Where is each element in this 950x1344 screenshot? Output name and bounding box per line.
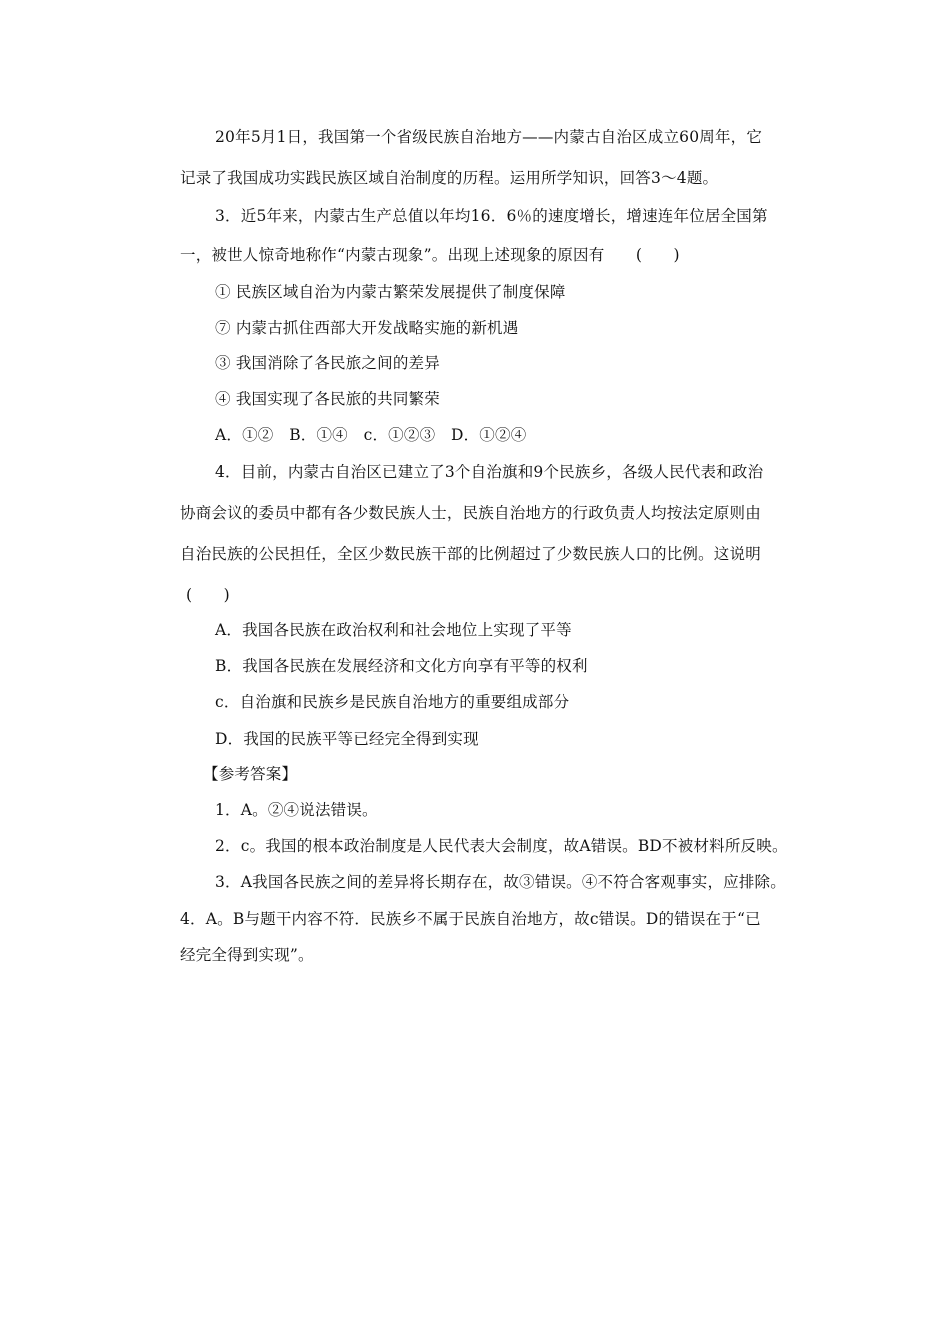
question-3-item-3: ③ 我国消除了各民旅之间的差异: [215, 354, 440, 372]
intro-line-1: 20年5月1日，我国第一个省级民族自治地方——内蒙古自治区成立60周年，它: [215, 128, 763, 146]
answers-heading: 【参考答案】: [203, 765, 298, 783]
question-4-stem-line-4: ( ): [186, 586, 230, 604]
question-3-options: A．①② B．①④ c．①②③ D．①②④: [215, 426, 527, 444]
answer-4-line-1: 4．A。B与题干内容不符．民族乡不属于民族自治地方，故c错误。D的错误在于“已: [180, 910, 761, 928]
question-4-stem-line-1: 4．目前，内蒙古自治区已建立了3个自治旗和9个民族乡，各级人民代表和政治: [215, 463, 764, 481]
question-4-option-b: B．我国各民族在发展经济和文化方向享有平等的权利: [215, 657, 588, 675]
question-3-stem-line-1: 3．近5年来，内蒙古生产总值以年均16．6％的速度增长，增速连年位居全国第: [215, 207, 768, 225]
question-4-option-a: A．我国各民族在政治权利和社会地位上实现了平等: [215, 621, 572, 639]
question-3-stem-line-2: 一，被世人惊奇地称作“内蒙古现象”。出现上述现象的原因有 ( ): [180, 246, 680, 264]
question-4-stem-line-2: 协商会议的委员中都有各少数民族人士，民族自治地方的行政负责人均按法定原则由: [180, 504, 761, 522]
question-3-item-2: ⑦ 内蒙古抓住西部大开发战略实施的新机遇: [215, 319, 519, 337]
answer-4-line-2: 经完全得到实现”。: [180, 946, 314, 964]
question-4-option-d: D．我国的民族平等已经完全得到实现: [215, 730, 479, 748]
intro-line-2: 记录了我国成功实践民族区域自治制度的历程。运用所学知识，回答3～4题。: [180, 169, 719, 187]
question-4-option-c: c．自治旗和民族乡是民族自治地方的重要组成部分: [215, 693, 570, 711]
answer-1: 1．A。②④说法错误。: [215, 801, 378, 819]
answer-2: 2．c。我国的根本政治制度是人民代表大会制度，故A错误。BD不被材料所反映。: [215, 837, 788, 855]
answer-3: 3．A我国各民族之间的差异将长期存在，故③错误。④不符合客观事实，应排除。: [215, 873, 786, 891]
question-3-item-1: ① 民族区域自治为内蒙古繁荣发展提供了制度保障: [215, 283, 566, 301]
question-4-stem-line-3: 自治民族的公民担任，全区少数民族干部的比例超过了少数民族人口的比例。这说明: [180, 545, 761, 563]
question-3-item-4: ④ 我国实现了各民旅的共同繁荣: [215, 390, 440, 408]
